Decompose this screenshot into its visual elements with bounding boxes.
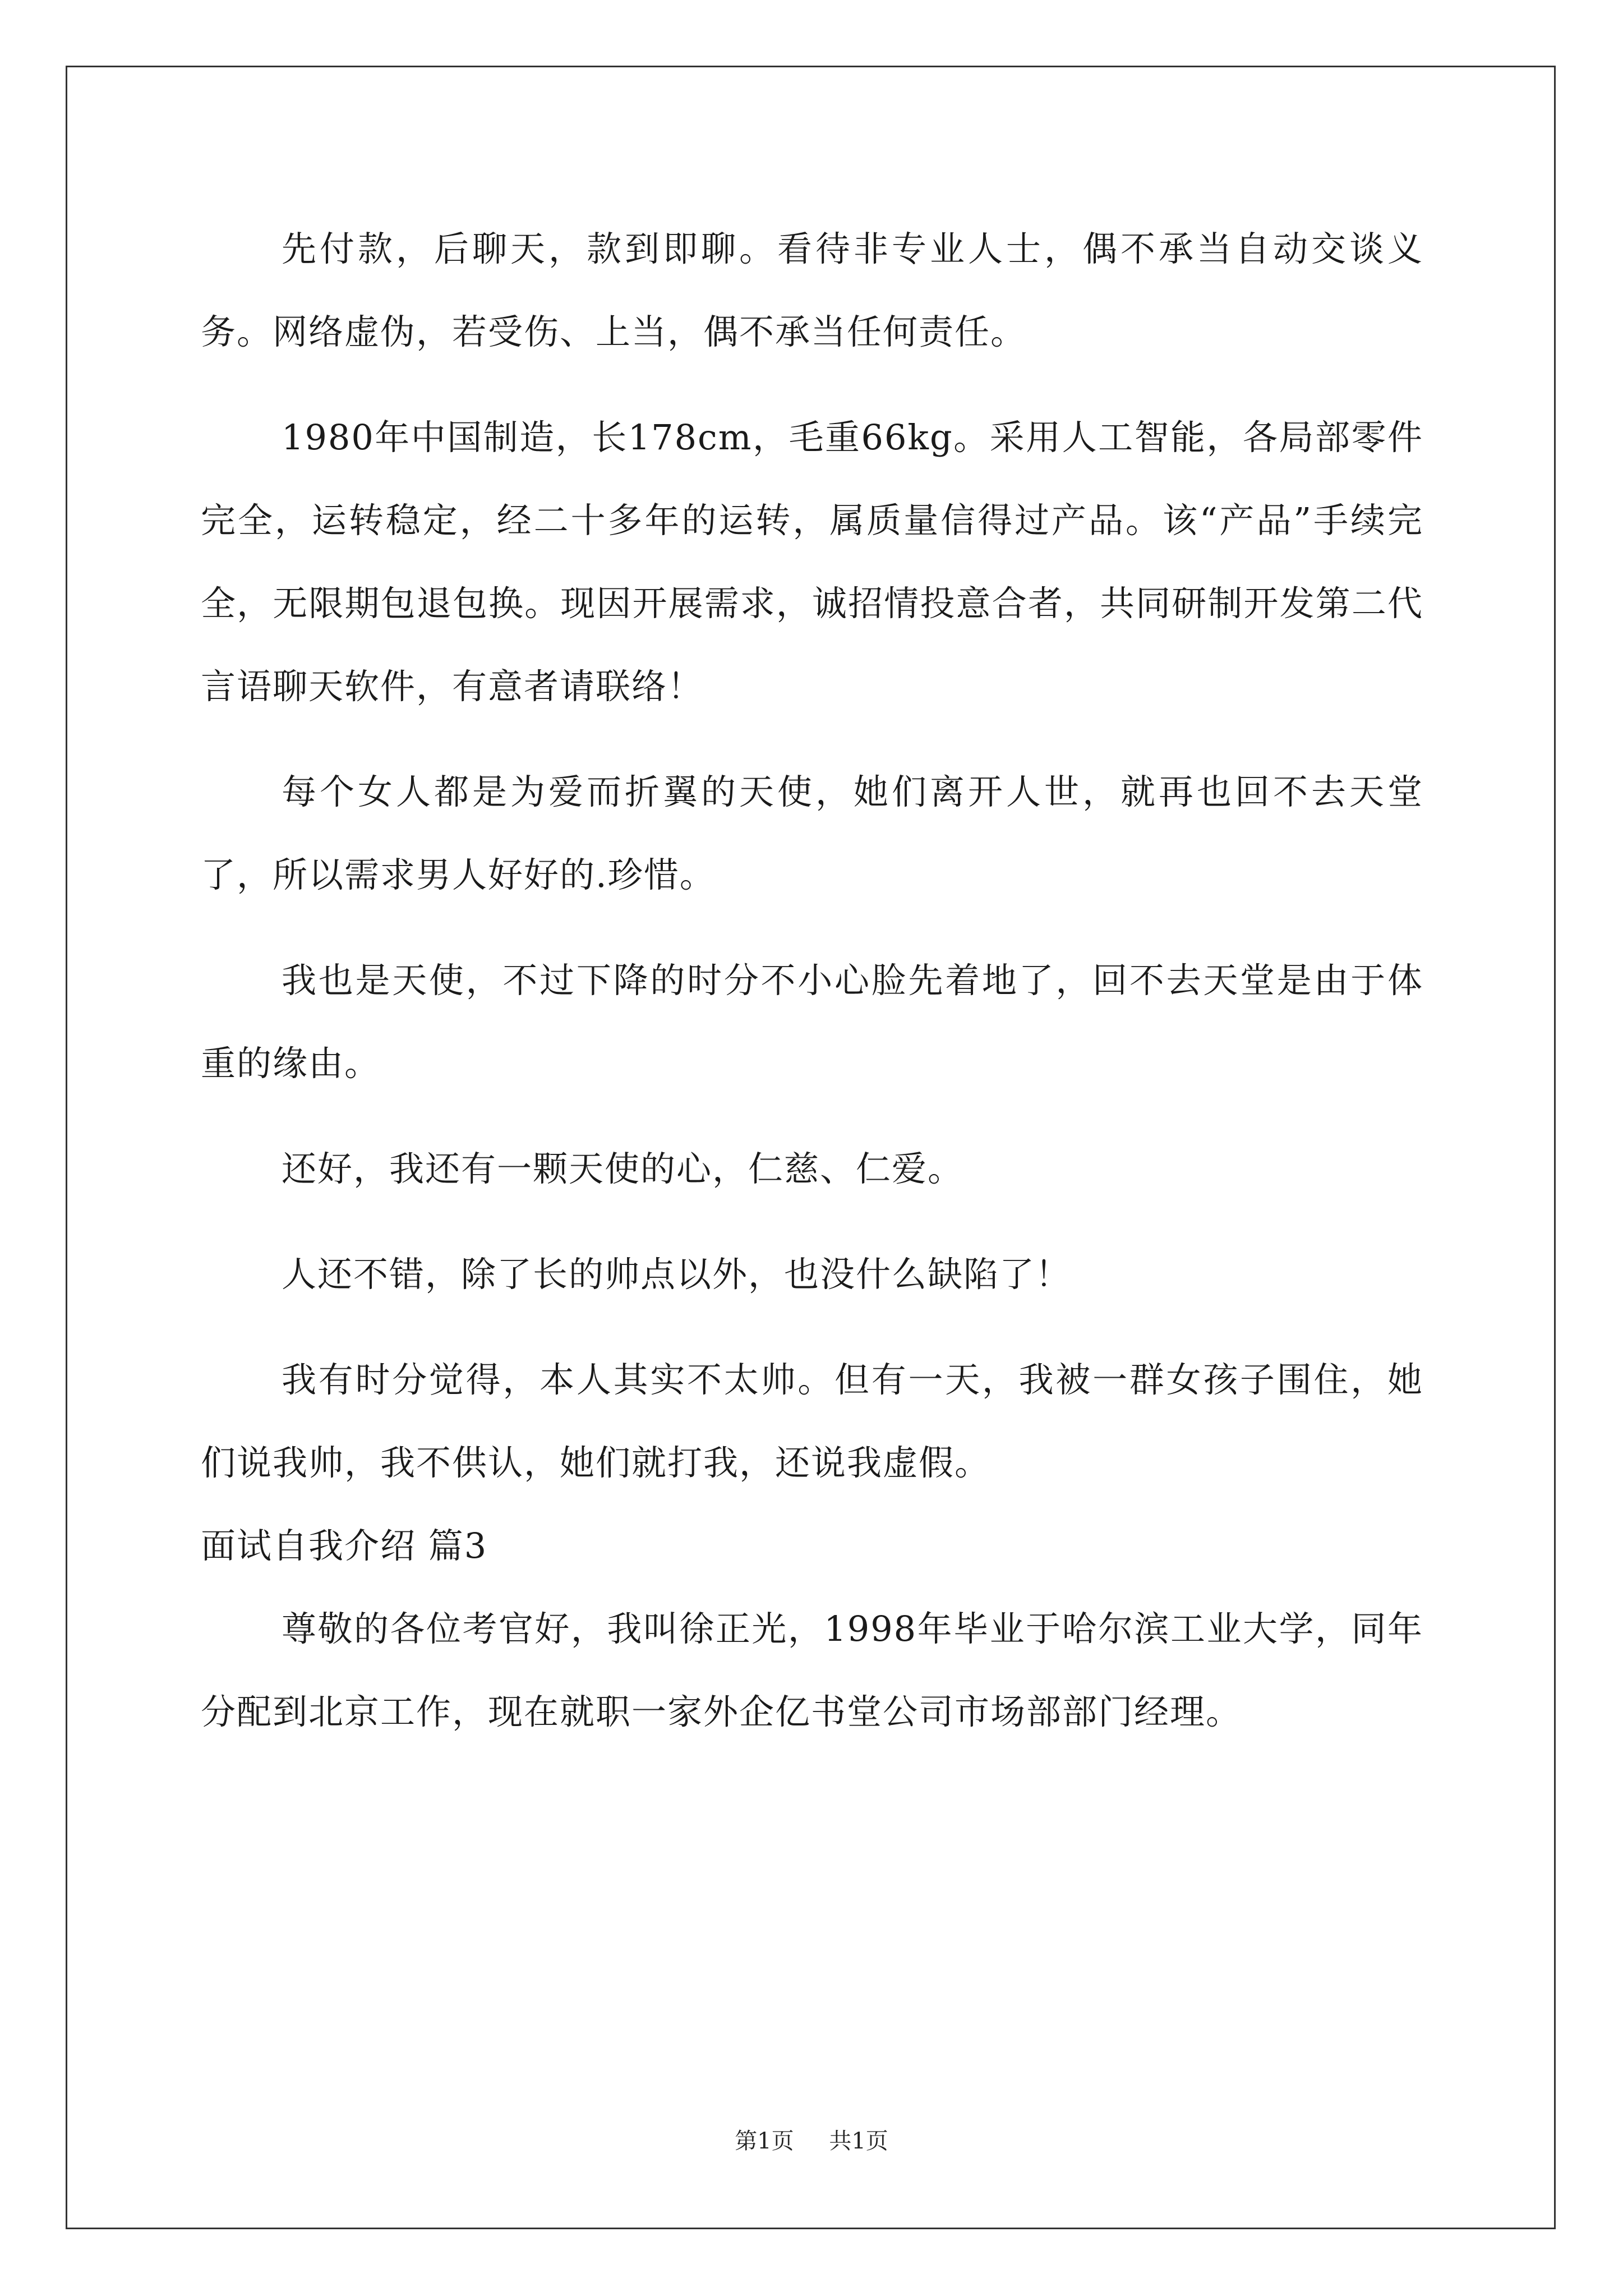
section-paragraph-1: 尊敬的各位考官好，我叫徐正光，1998年毕业于哈尔滨工业大学，同年分配到北京工作，现在就职一家外企亿书堂公司市场部部门经理。: [201, 1608, 1423, 1732]
section-heading: 面试自我介绍 篇3: [201, 1525, 488, 1566]
document-body: [201, 208, 1423, 1776]
page-footer: [0, 2123, 1623, 2155]
page-number-current: 第1页: [735, 2128, 794, 2154]
paragraph-4: 我也是天使，不过下降的时分不小心脸先着地了，回不去天堂是由于体重的缘由。: [201, 960, 1423, 1084]
paragraph-7: 我有时分觉得，本人其实不太帅。但有一天，我被一群女孩子围住，她们说我帅，我不供认，她们就打我，还说我虚假。: [201, 1359, 1423, 1483]
paragraph-5: 还好，我还有一颗天使的心，仁慈、仁爱。: [282, 1148, 964, 1189]
paragraph-2: 1980年中国制造，长178cm，毛重66kg。采用人工智能，各局部零件完全，运转稳定，经二十多年的运转，属质量信得过产品。该“产品”手续完全，无限期包退包换。现因开展需求，诚招情投意合者，共同研制开发第二代言语聊天软件，有意者请联络！: [201, 417, 1423, 707]
paragraph-1: 先付款，后聊天，款到即聊。看待非专业人士，偶不承当自动交谈义务。网络虚伪，若受伤、上当，偶不承当任何责任。: [201, 228, 1423, 352]
page-number-total: 共1页: [829, 2128, 888, 2154]
paragraph-3: 每个女人都是为爱而折翼的天使，她们离开人世，就再也回不去天堂了，所以需求男人好好的.珍惜。: [201, 771, 1423, 895]
paragraph-6: 人还不错，除了长的帅点以外，也没什么缺陷了！: [282, 1254, 1072, 1295]
